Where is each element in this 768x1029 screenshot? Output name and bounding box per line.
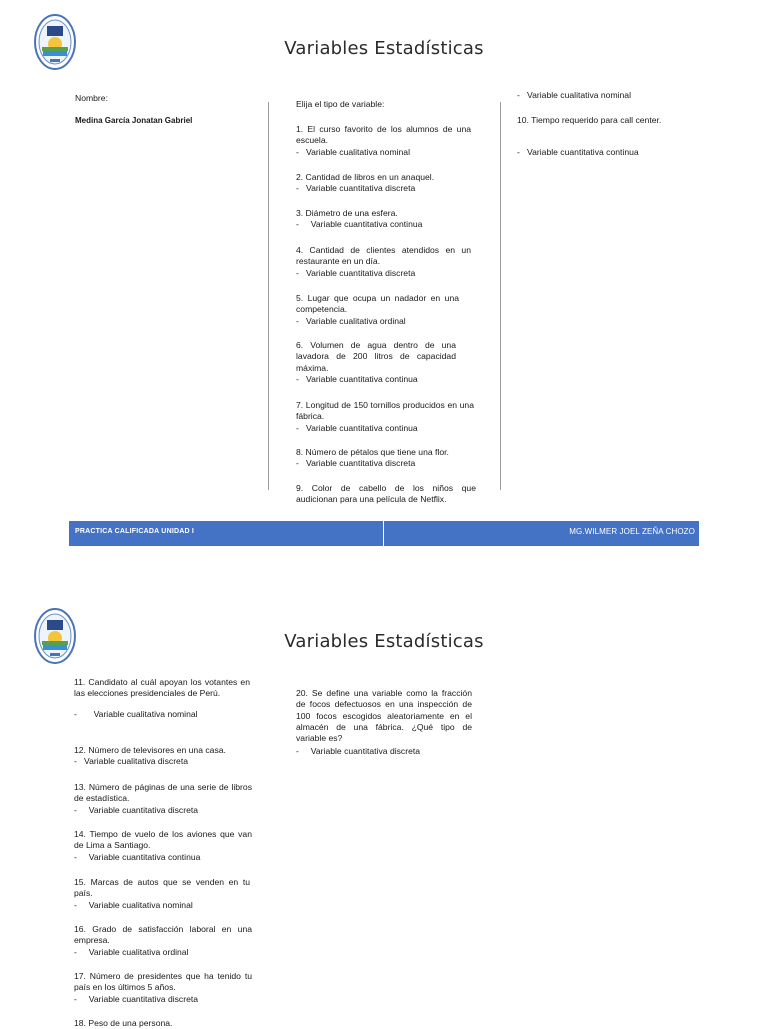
column-divider <box>500 102 501 490</box>
question-text: 11. Candidato al cuál apoyan los votantes en las elecciones presidenciales de Perú. <box>74 677 250 699</box>
question-text: 7. Longitud de 150 tornillos producidos en una fábrica. <box>296 400 474 422</box>
question-14 <box>74 829 252 863</box>
answer-20: - Variable cuantitativa discreta <box>296 746 421 756</box>
question-8 <box>296 447 476 470</box>
footer-teacher: MG.WILMER JOEL ZEÑA CHOZO <box>569 527 695 536</box>
question-text: 12. Número de televisores en una casa. <box>74 745 226 755</box>
answer-text: - Variable cuantitativa continua <box>296 219 423 230</box>
question-text: 8. Número de pétalos que tiene una flor. <box>296 447 449 457</box>
name-label: Nombre: <box>75 93 108 103</box>
question-20: 20. Se define una variable como la fracción de focos defectuosos en una inspección de 100 focos escogidos aleatoriamente en el almacén de una fábrica. ¿Qué tipo de variable es? <box>296 688 472 744</box>
question-text: 6. Volumen de agua dentro de una lavadora de 200 litros de capacidad máxima. <box>296 340 456 373</box>
answer-text: - Variable cuantitativa discreta <box>74 804 199 815</box>
answer-9: - Variable cualitativa nominal <box>517 90 632 100</box>
question-text: 1. El curso favorito de los alumnos de una escuela. <box>296 124 471 146</box>
question-12 <box>74 745 260 768</box>
answer-text: - Variable cualitativa discreta <box>74 756 188 767</box>
question-text: 15. Marcas de autos que se venden en tu país. <box>74 877 250 899</box>
answer-text: - Variable cualitativa ordinal <box>296 315 406 326</box>
answer-text: - Variable cuantitativa discreta <box>296 458 416 469</box>
question-text: 16. Grado de satisfacción laboral en una empresa. <box>74 924 252 946</box>
question-9 <box>296 483 476 506</box>
footer-divider <box>383 521 384 546</box>
column-divider <box>268 102 269 490</box>
question-2 <box>296 172 471 195</box>
question-text: 2. Cantidad de libros en un anaquel. <box>296 172 435 182</box>
answer-text: - Variable cuantitativa continua <box>296 422 418 433</box>
footer-course: PRACTICA CALIFICADA UNIDAD I <box>75 528 195 535</box>
answer-text: - Variable cualitativa nominal <box>74 899 193 910</box>
answer-10: - Variable cuantitativa continua <box>517 147 639 157</box>
answer-text: - Variable cuantitativa discreta <box>296 183 416 194</box>
question-text: 14. Tiempo de vuelo de los aviones que van de Lima a Santiago. <box>74 829 252 851</box>
question-4 <box>296 245 471 279</box>
question-7 <box>296 400 474 434</box>
question-13 <box>74 782 252 816</box>
question-text: 5. Lugar que ocupa un nadador en una competencia. <box>296 293 459 315</box>
question-15 <box>74 877 250 911</box>
answer-text: - Variable cuantitativa continua <box>74 851 201 862</box>
question-text: 4. Cantidad de clientes atendidos en un restaurante en un día. <box>296 245 471 267</box>
answer-text: - Variable cuantitativa discreta <box>296 267 416 278</box>
question-text: 9. Color de cabello de los niños que audicionan para una película de Netflix. <box>296 483 476 505</box>
question-1 <box>296 124 471 158</box>
answer-text: - Variable cuantitativa continua <box>296 373 418 384</box>
student-name: Medina García Jonatan Gabriel <box>75 116 193 125</box>
answer-text: - Variable cualitativa ordinal <box>74 946 189 957</box>
question-16 <box>74 924 252 958</box>
answer-text: - Variable cualitativa nominal <box>296 146 411 157</box>
page-title: Variables Estadísticas <box>284 631 484 652</box>
question-text: 17. Número de presidentes que ha tenido tu país en los últimos 5 años. <box>74 971 252 993</box>
page-title: Variables Estadísticas <box>284 38 484 59</box>
question-17 <box>74 971 252 1005</box>
answer-text: - Variable cualitativa nominal <box>74 708 198 719</box>
instructions: Elija el tipo de variable: <box>296 99 385 109</box>
question-10: 10. Tiempo requerido para call center. <box>517 115 662 125</box>
question-11 <box>74 677 250 720</box>
question-6 <box>296 340 456 385</box>
page-footer <box>69 521 699 546</box>
question-3 <box>296 208 471 231</box>
question-5 <box>296 293 459 327</box>
question-text: 13. Número de páginas de una serie de libros de estadística. <box>74 782 252 804</box>
question-text: 3. Diámetro de una esfera. <box>296 208 398 218</box>
answer-text: - Variable cuantitativa discreta <box>74 993 199 1004</box>
question-text: 18. Peso de una persona. <box>74 1018 173 1028</box>
